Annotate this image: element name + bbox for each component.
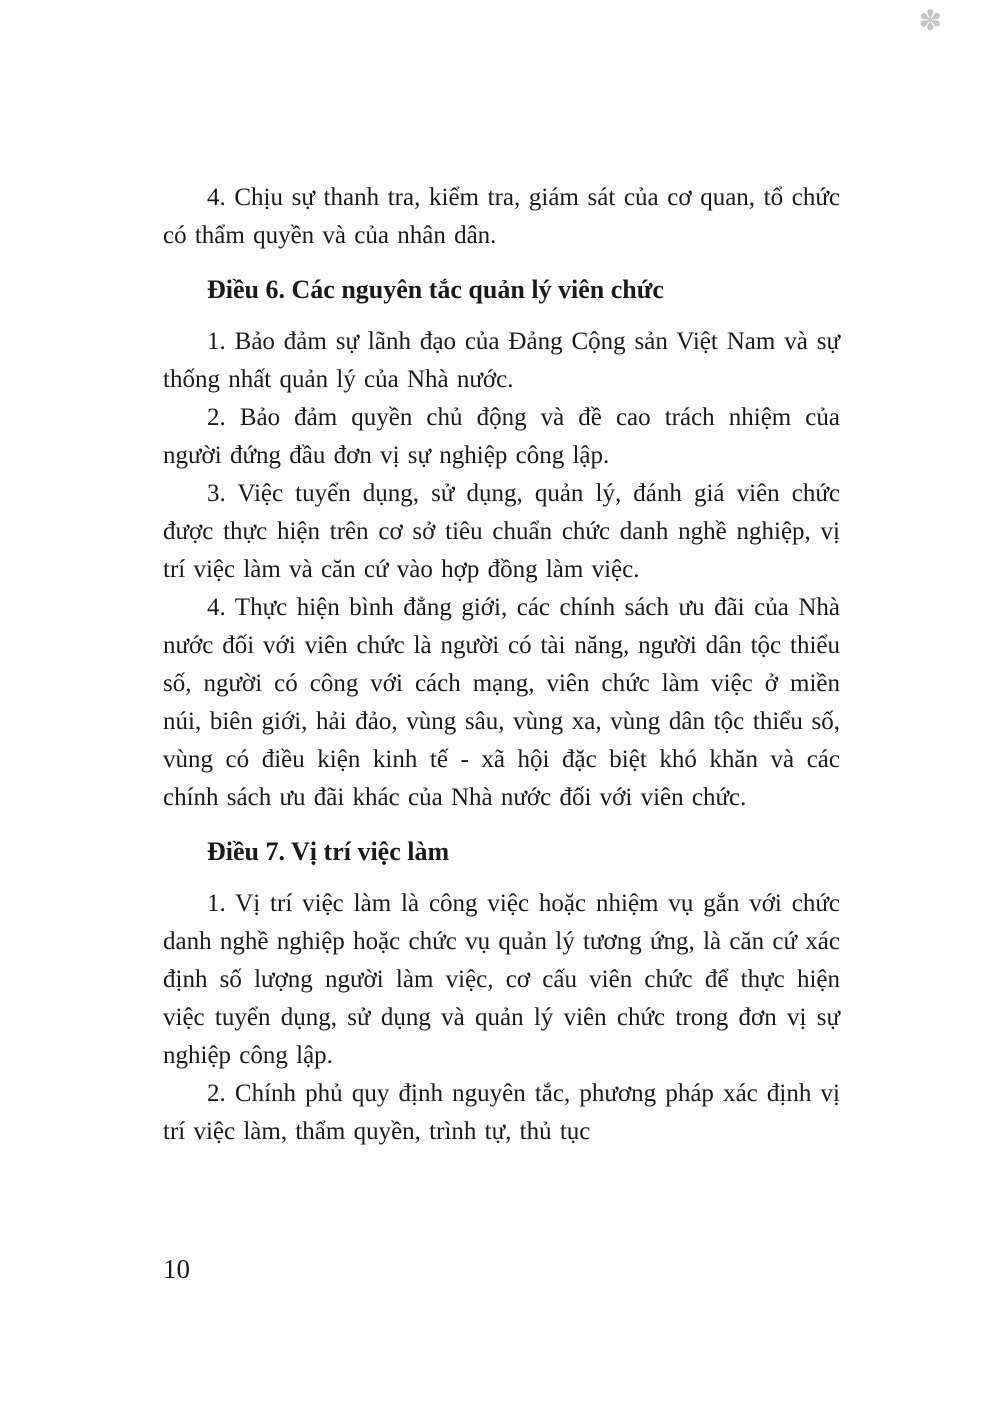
body-paragraph: 2. Bảo đảm quyền chủ động và đề cao trách nhiệm của người đứng đầu đơn vị sự nghiệp công lập. (163, 404, 840, 469)
article-heading: Điều 7. Vị trí việc làm (207, 837, 450, 866)
body-paragraph: 4. Chịu sự thanh tra, kiểm tra, giám sát của cơ quan, tổ chức có thẩm quyền và của nhân dân. (163, 184, 840, 249)
page-number: 10 (163, 1254, 190, 1284)
flower-icon: ✽ (918, 6, 942, 37)
body-paragraph: 4. Thực hiện bình đẳng giới, các chính sách ưu đãi của Nhà nước đối với viên chức là người có tài năng, người dân tộc thiểu số, người có công với cách mạng, viên chức làm việc ở miền núi, biên giới, hải đảo, vùng sâu, vùng xa, vùng dân tộc thiểu số, vùng có điều kiện kinh tế - xã hội đặc biệt khó khăn và các chính sách ưu đãi khác của Nhà nước đối với viên chức. (163, 594, 840, 811)
body-paragraph: 2. Chính phủ quy định nguyên tắc, phương pháp xác định vị trí việc làm, thẩm quyền, trình tự, thủ tục (163, 1080, 840, 1145)
page-content (163, 179, 840, 1151)
body-paragraph: 1. Vị trí việc làm là công việc hoặc nhiệm vụ gắn với chức danh nghề nghiệp hoặc chức vụ quản lý tương ứng, là căn cứ xác định số lượng người làm việc, cơ cấu viên chức để thực hiện việc tuyển dụng, sử dụng và quản lý viên chức trong đơn vị sự nghiệp công lập. (163, 890, 840, 1069)
body-paragraph: 3. Việc tuyển dụng, sử dụng, quản lý, đánh giá viên chức được thực hiện trên cơ sở tiêu chuẩn chức danh nghề nghiệp, vị trí việc làm và căn cứ vào hợp đồng làm việc. (163, 480, 840, 583)
article-heading: Điều 6. Các nguyên tắc quản lý viên chức (207, 275, 664, 304)
body-paragraph: 1. Bảo đảm sự lãnh đạo của Đảng Cộng sản Việt Nam và sự thống nhất quản lý của Nhà nước. (163, 328, 840, 393)
